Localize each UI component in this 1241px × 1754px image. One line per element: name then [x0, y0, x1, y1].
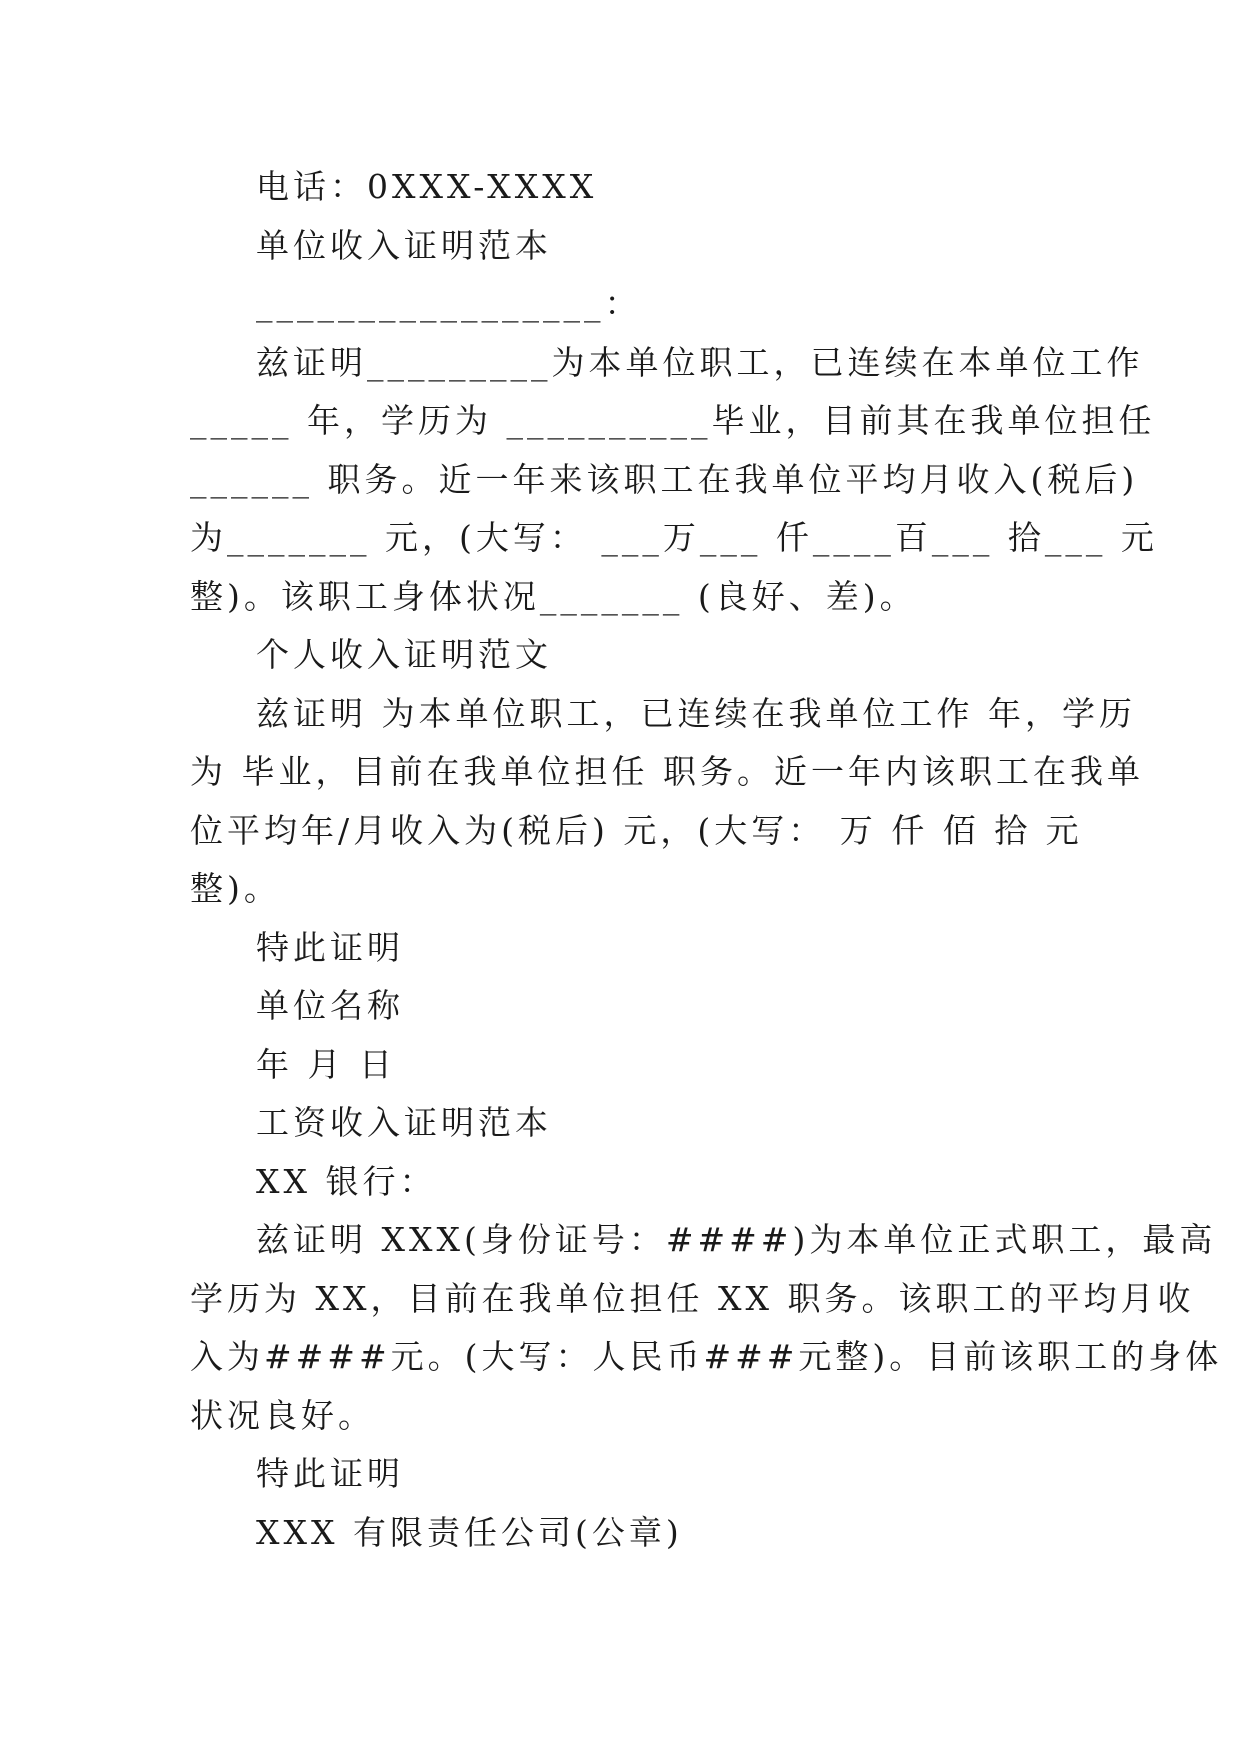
document-page — [190, 158, 1223, 1562]
paragraph-line: 兹证明 XXX(身份证号：####)为本单位正式职工，最高 — [256, 1220, 1217, 1259]
paragraph-line: 为 毕业，目前在我单位担任 职务。近一年内该职工在我单 — [190, 752, 1144, 791]
date-line: 年 月 日 — [256, 1044, 396, 1084]
company-seal-line: XXX 有限责任公司(公章) — [256, 1512, 683, 1552]
paragraph-line: 为_______ 元，(大写： ___万___ 仟____百___ 拾___ 元 — [190, 518, 1158, 557]
closing-statement: 特此证明 — [256, 1454, 404, 1493]
paragraph-line: 位平均年/月收入为(税后) 元，(大写： 万 仟 佰 拾 元 — [190, 810, 1083, 850]
paragraph-line: 整)。该职工身体状况_______ (良好、差)。 — [190, 576, 917, 616]
bank-addressee: XX 银行： — [256, 1161, 437, 1201]
closing-statement: 特此证明 — [256, 927, 404, 967]
paragraph-line: _____ 年，学历为 __________毕业，目前其在我单位担任 — [190, 401, 1156, 440]
title-salary-income-certificate: 工资收入证明范本 — [256, 1103, 552, 1142]
paragraph-line: ______ 职务。近一年来该职工在我单位平均月收入(税后) — [190, 459, 1139, 499]
paragraph-line: 入为####元。(大写：人民币###元整)。目前该职工的身体 — [190, 1337, 1223, 1376]
unit-name-label: 单位名称 — [256, 986, 404, 1025]
paragraph-unit-certificate — [190, 334, 1158, 627]
paragraph-line: 兹证明 为本单位职工，已连续在我单位工作 年，学历 — [256, 693, 1136, 733]
paragraph-line: 整)。 — [190, 869, 281, 908]
title-unit-income-certificate: 单位收入证明范本 — [256, 225, 552, 265]
paragraph-personal-certificate — [190, 685, 1144, 919]
phone-line: 电话：0XXX-XXXX — [256, 167, 598, 206]
paragraph-line: 学历为 XX，目前在我单位担任 XX 职务。该职工的平均月收 — [190, 1278, 1195, 1318]
paragraph-salary-certificate — [190, 1211, 1223, 1445]
paragraph-line: 兹证明_________为本单位职工，已连续在本单位工作 — [256, 342, 1144, 382]
paragraph-line: 状况良好。 — [190, 1395, 375, 1435]
title-personal-income-certificate: 个人收入证明范文 — [256, 635, 552, 674]
addressee-blank: _________________： — [256, 284, 642, 323]
